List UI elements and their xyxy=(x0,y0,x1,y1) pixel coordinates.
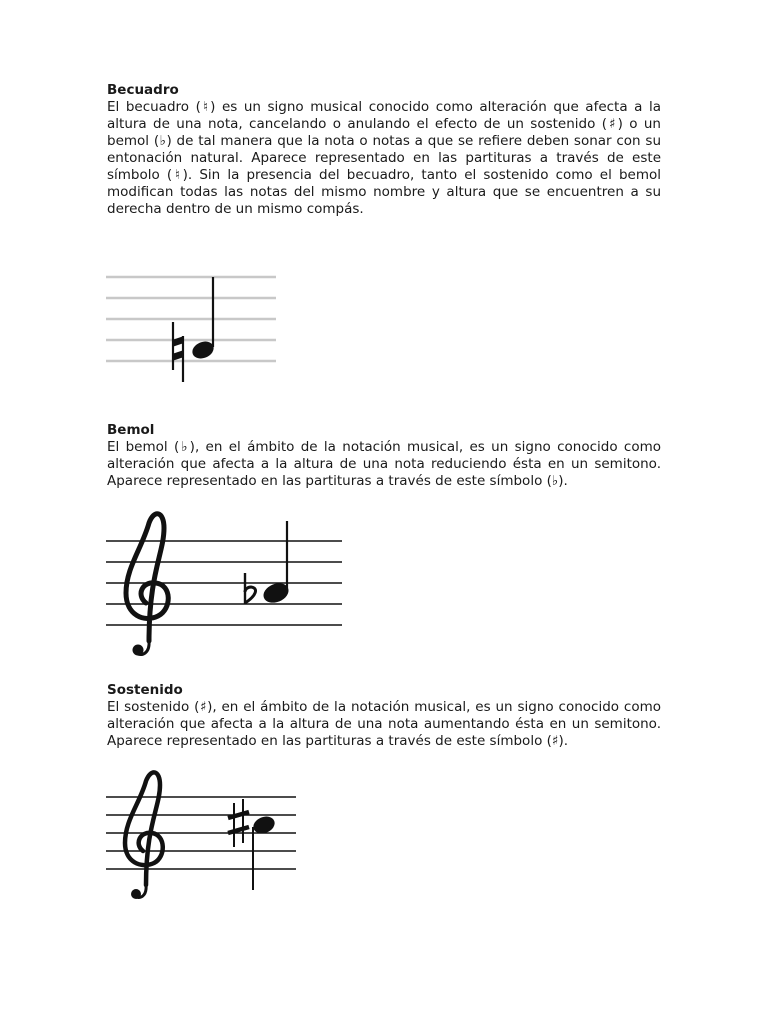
figure-natural-note xyxy=(106,270,278,385)
sharp-sign-icon xyxy=(228,799,249,847)
treble-clef-icon xyxy=(125,772,163,899)
inline-accidental-symbol: ♮ xyxy=(200,99,211,115)
paragraph-bemol xyxy=(107,439,661,490)
staff-lines xyxy=(106,541,342,625)
section-title-sostenido: Sostenido xyxy=(107,682,183,698)
paragraph-text: ) o un bemol ( xyxy=(107,116,661,149)
inline-accidental-symbol: ♭ xyxy=(179,439,190,455)
paragraph-becuadro xyxy=(107,99,661,218)
paragraph-text: ). xyxy=(558,733,568,749)
flat-sign-icon xyxy=(245,573,256,604)
natural-sign-icon xyxy=(172,322,184,382)
inline-accidental-symbol: ♯ xyxy=(551,733,559,749)
paragraph-text: ), en el ámbito de la notación musical, es un signo conocido como alteración que afecta a la altura de una nota reduciendo ésta en un semitono. Aparece representado en las partituras a través de este símbolo ( xyxy=(107,439,661,489)
paragraph-text: El becuadro ( xyxy=(107,99,201,115)
section-title-becuadro: Becuadro xyxy=(107,82,179,98)
paragraph-text: ). xyxy=(558,473,568,489)
staff-lines xyxy=(106,277,276,361)
paragraph-text: El sostenido ( xyxy=(107,699,200,715)
paragraph-text: ). Sin la presencia del becuadro, tanto el sostenido como el bemol modifican todas las notas del mismo nombre y altura que se encuentren a su derecha dentro de un mismo compás. xyxy=(107,167,661,217)
treble-clef-icon xyxy=(126,514,168,656)
inline-accidental-symbol: ♯ xyxy=(199,699,208,715)
inline-accidental-symbol: ♭ xyxy=(551,473,559,489)
figure-sharp-note xyxy=(106,763,300,908)
section-title-bemol: Bemol xyxy=(107,422,155,438)
figure-flat-note xyxy=(106,503,346,665)
paragraph-text: ) es un signo musical conocido como alteración que afecta a la altura de una nota, cancelando o anulando el efecto de un sostenido ( xyxy=(107,99,661,132)
paragraph-text: El bemol ( xyxy=(107,439,180,455)
paragraph-text: ) de tal manera que la nota o notas a que se refiere deben sonar con su entonación natural. Aparece representado en las partituras a través de este símbolo ( xyxy=(107,133,661,183)
paragraph-sostenido xyxy=(107,699,661,750)
inline-accidental-symbol: ♮ xyxy=(172,167,183,183)
inline-accidental-symbol: ♯ xyxy=(606,116,618,132)
paragraph-text: ), en el ámbito de la notación musical, es un signo conocido como alteración que afecta a la altura de una nota aumentando ésta en un semitono. Aparece representado en las partituras a través de este símbolo ( xyxy=(107,699,661,749)
inline-accidental-symbol: ♭ xyxy=(159,133,167,149)
